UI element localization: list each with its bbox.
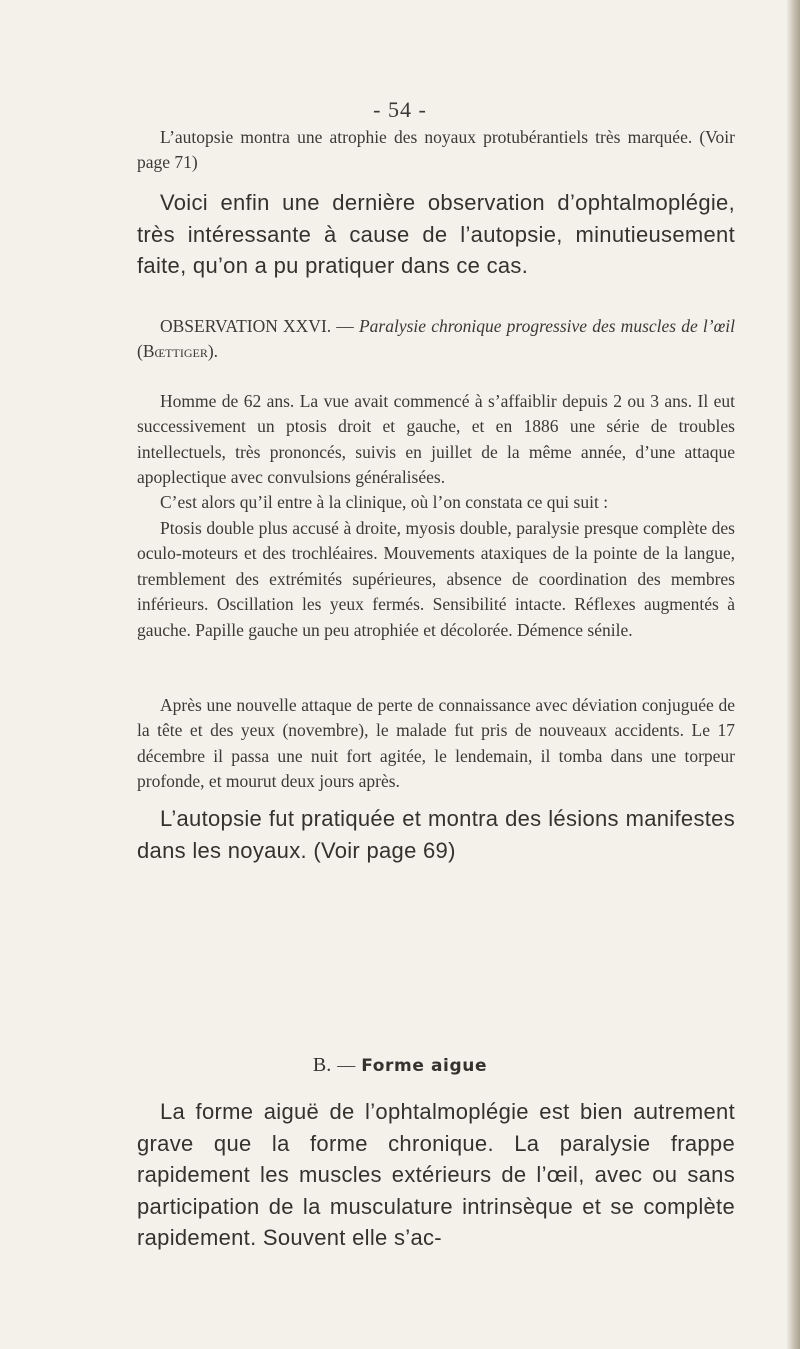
paragraph-autopsie-atrophie: L’autopsie montra une atrophie des noyaux protubérantiels très marquée. (Voir page 71) <box>137 127 735 173</box>
paragraph-clinic-entry: C’est alors qu’il entre à la clinique, où l’on constata ce qui suit : <box>160 492 609 512</box>
paragraph-forme-aigue: La forme aiguë de l’ophtalmoplégie est bien autrement grave que la forme chronique. La paralysie frappe rapidement les muscles extérieurs de l’œil, avec ou sans participation de la musculature intrinsèque et se complète rapidement. Souvent elle s’ac- <box>137 1099 735 1250</box>
paragraph-introduction: Voici enfin une dernière observation d’ophtalmoplégie, très intéressante à cause de l’autopsie, minutieusement faite, qu’on a pu pratiquer dans ce cas. <box>137 190 735 278</box>
observation-title: Paralysie chronique progressive des muscles de l’œil <box>358 316 736 336</box>
paragraph-case-history: Homme de 62 ans. La vue avait commencé à s’affaiblir depuis 2 ou 3 ans. Il eut successivement un ptosis droit et gauche, et en 1886 une série de troubles intellectuels, très prononcés, suivis en juillet de la même année, d’une attaque apoplectique avec convulsions généralisées. <box>137 391 735 488</box>
page-edge-shadow <box>786 0 800 1349</box>
paragraph-autopsie-lesions: L’autopsie fut pratiquée et montra des lésions manifestes dans les noyaux. (Voir page 69) <box>137 806 735 863</box>
paragraph-death: Après une nouvelle attaque de perte de connaissance avec déviation conjuguée de la tête et des yeux (novembre), le malade fut pris de nouveaux accidents. Le 17 décembre il passa une nuit fort agitée, le lendemain, il tomba dans une torpeur profonde, et mourut deux jours après. <box>137 695 735 792</box>
section-letter: B. <box>312 1054 332 1076</box>
paragraph-symptoms: Ptosis double plus accusé à droite, myosis double, paralysie presque complète des oculo-moteurs et des trochléaires. Mouvements ataxiques de la pointe de la langue, tremblement des extrémités supérieures, absence de coordination des membres inférieurs. Oscillation les yeux fermés. Sensibilité intacte. Réflexes augmentés à gauche. Papille gauche un peu atrophiée et décolorée. Démence sénile. <box>137 518 735 640</box>
section-dash: — <box>337 1055 356 1075</box>
section-heading-forme-aigue <box>0 1054 800 1077</box>
observation-heading <box>137 314 735 365</box>
section-title: Forme aigue <box>361 1056 488 1076</box>
page-number: - 54 - <box>373 97 427 122</box>
observation-label: OBSERVATION XXVI. — <box>160 316 354 336</box>
observation-author: (Bœttiger). <box>137 341 219 362</box>
